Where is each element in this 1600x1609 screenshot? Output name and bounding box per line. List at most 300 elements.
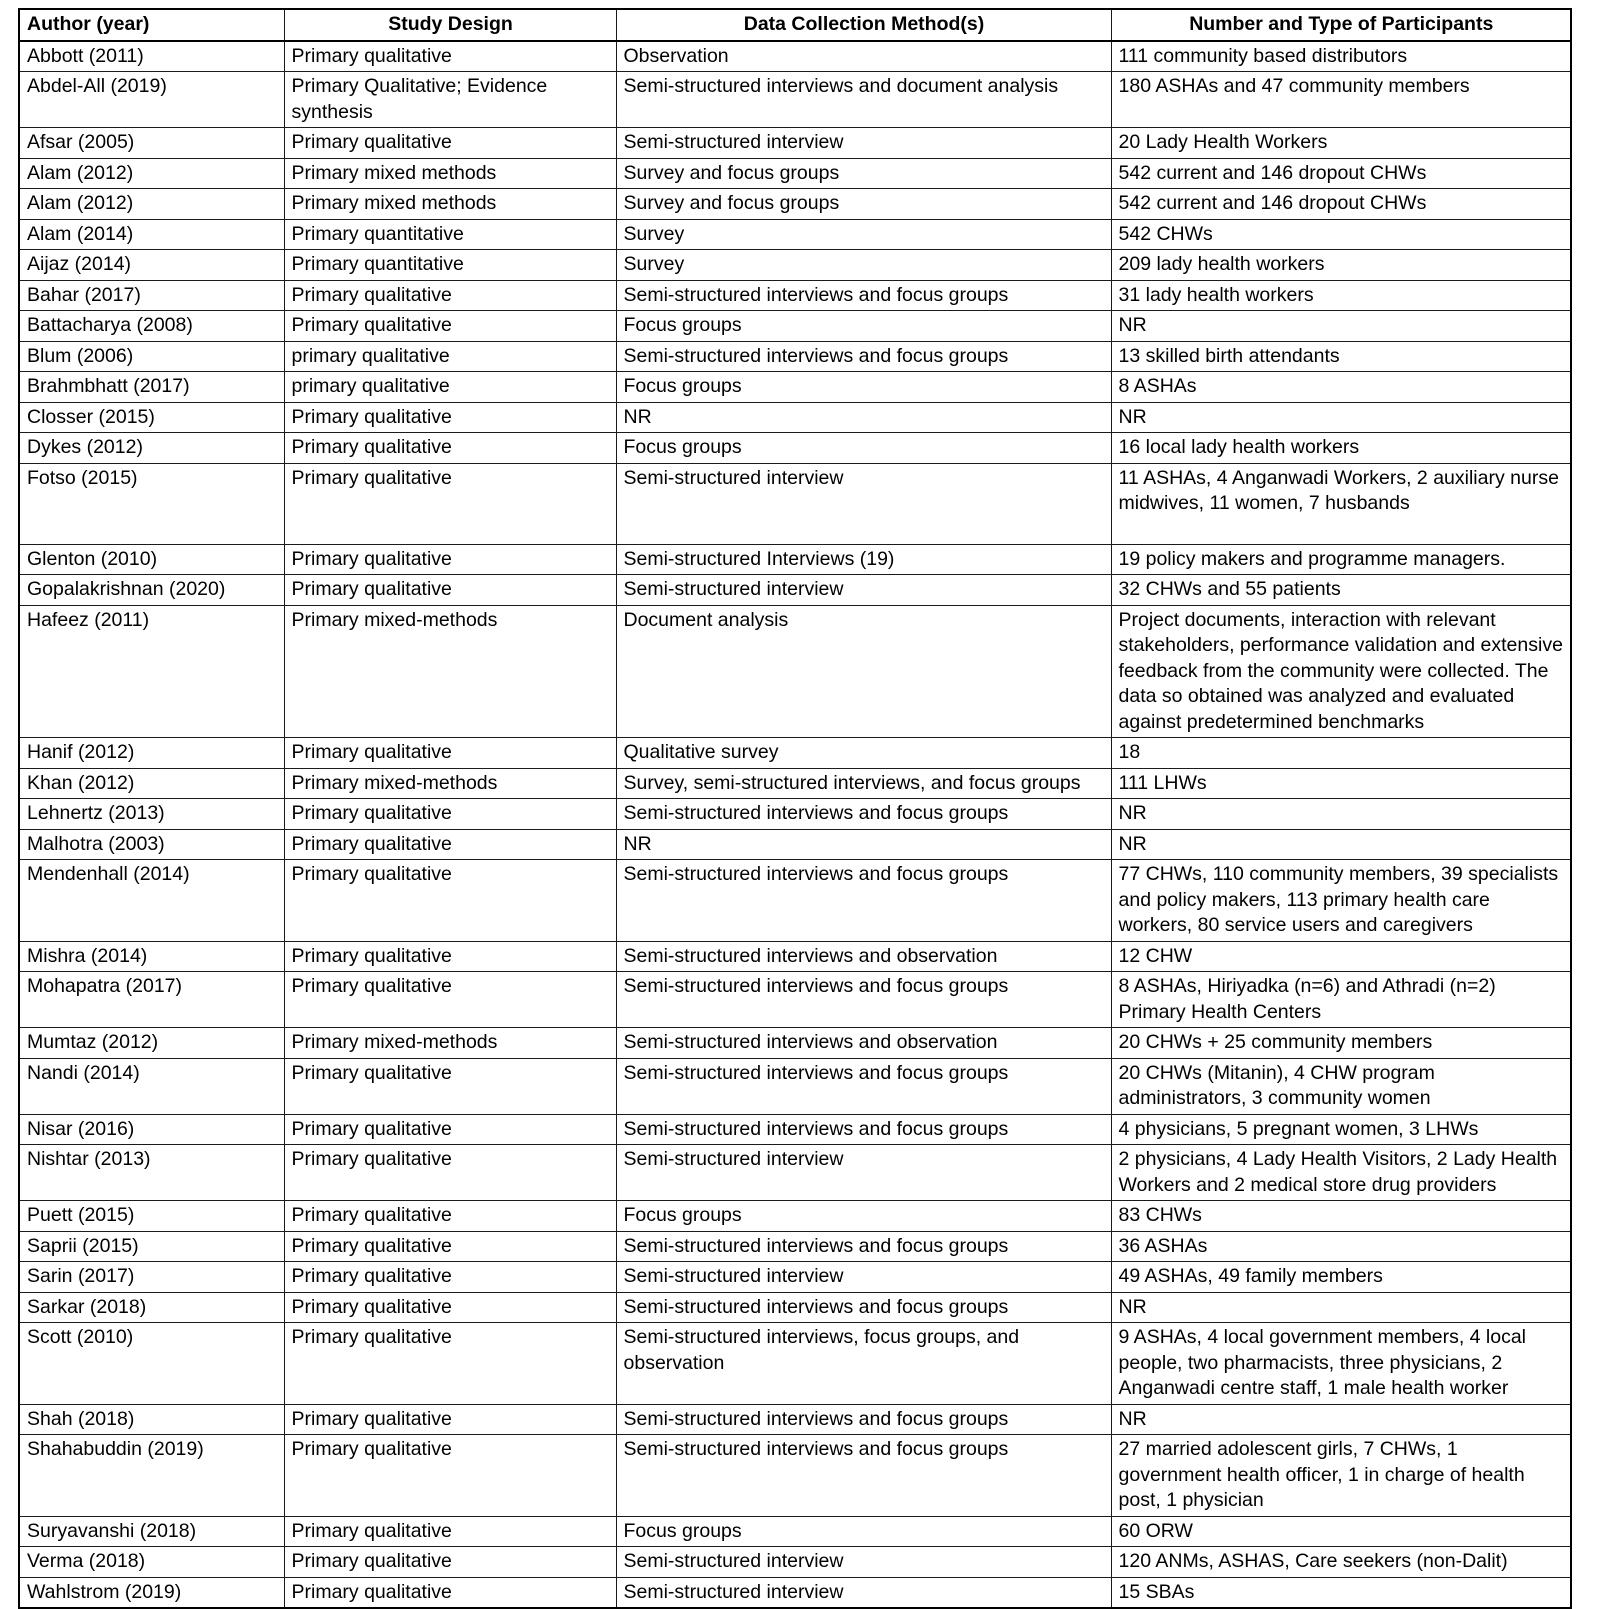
table-row	[19, 829, 1571, 860]
cell-study-design-text: Primary qualitative	[291, 283, 452, 306]
cell-data-collection-method-text: Semi-structured interviews and focus groups	[623, 344, 1009, 367]
cell-author	[19, 1231, 284, 1262]
cell-author	[19, 1114, 284, 1145]
cell-data-collection-method	[616, 1323, 1111, 1405]
table-row	[19, 1323, 1571, 1405]
cell-author	[19, 1323, 284, 1405]
cell-author-text: Fotso (2015)	[27, 466, 138, 489]
cell-participants	[1111, 605, 1571, 738]
cell-study-design	[284, 41, 616, 72]
cell-participants-text: 27 married adolescent girls, 7 CHWs, 1 government health officer, 1 in charge of health post, 1 physician	[1118, 1438, 1525, 1511]
cell-study-design-text: Primary qualitative	[291, 1438, 452, 1460]
cell-participants	[1111, 768, 1571, 799]
table-row	[19, 768, 1571, 799]
cell-data-collection-method-text: Semi-structured interviews and observation	[623, 944, 998, 967]
cell-data-collection-method	[616, 311, 1111, 342]
cell-participants	[1111, 1516, 1571, 1547]
table-row	[19, 575, 1571, 606]
cell-author	[19, 1435, 284, 1517]
cell-participants	[1111, 1547, 1571, 1578]
cell-data-collection-method	[616, 158, 1111, 189]
cell-author-text: Brahmbhatt (2017)	[27, 375, 190, 397]
cell-data-collection-method-text: Focus groups	[623, 1204, 742, 1226]
cell-participants	[1111, 1577, 1571, 1608]
cell-participants-text: 8 ASHAs	[1118, 375, 1197, 397]
cell-author-text: Malhotra (2003)	[27, 832, 165, 855]
cell-participants-text: 15 SBAs	[1118, 1580, 1195, 1603]
table-row	[19, 1547, 1571, 1578]
cell-study-design-text: Primary qualitative	[291, 44, 452, 67]
cell-data-collection-method-text: Semi-structured interviews and observation	[623, 1031, 998, 1053]
cell-author-text: Bahar (2017)	[27, 283, 141, 306]
cell-data-collection-method	[616, 799, 1111, 830]
cell-participants-text: 209 lady health workers	[1118, 253, 1325, 275]
cell-data-collection-method-text: Semi-structured interviews and document analysis	[623, 75, 1059, 97]
cell-study-design	[284, 219, 616, 250]
cell-study-design-text: Primary quantitative	[291, 222, 464, 245]
cell-author-text: Suryavanshi (2018)	[27, 1519, 197, 1542]
cell-study-design-text: Primary mixed methods	[291, 161, 497, 184]
cell-study-design	[284, 941, 616, 972]
table-row	[19, 158, 1571, 189]
cell-study-design-text: Primary qualitative	[291, 436, 452, 458]
table-row	[19, 250, 1571, 281]
cell-author	[19, 799, 284, 830]
cell-study-design-text: Primary qualitative	[291, 314, 452, 336]
cell-data-collection-method	[616, 768, 1111, 799]
cell-study-design-text: Primary qualitative	[291, 1148, 452, 1170]
cell-author-text: Gopalakrishnan (2020)	[27, 578, 226, 600]
cell-author-text: Scott (2010)	[27, 1326, 134, 1348]
cell-author	[19, 41, 284, 72]
cell-participants	[1111, 544, 1571, 575]
cell-participants	[1111, 1201, 1571, 1232]
cell-study-design	[284, 1114, 616, 1145]
cell-study-design-text: Primary quantitative	[291, 253, 464, 275]
cell-study-design-text: Primary qualitative	[291, 1204, 452, 1226]
cell-author	[19, 433, 284, 464]
cell-author-text: Lehnertz (2013)	[27, 802, 165, 824]
cell-participants-text: NR	[1118, 832, 1147, 855]
table-row	[19, 544, 1571, 575]
cell-data-collection-method-text: Survey	[623, 222, 685, 245]
cell-participants-text: NR	[1118, 1407, 1147, 1430]
cell-author	[19, 72, 284, 128]
cell-author-text: Aijaz (2014)	[27, 253, 132, 275]
cell-data-collection-method-text: Semi-structured interviews and focus groups	[623, 283, 1009, 306]
cell-data-collection-method	[616, 219, 1111, 250]
cell-study-design-text: Primary qualitative	[291, 863, 452, 885]
table-row	[19, 41, 1571, 72]
cell-participants-text: 18	[1118, 741, 1141, 763]
cell-data-collection-method-text: Semi-structured interviews and focus groups	[623, 863, 1009, 885]
cell-data-collection-method-text: Semi-structured interview	[623, 578, 844, 600]
cell-study-design	[284, 1231, 616, 1262]
cell-author-text: Alam (2014)	[27, 222, 134, 245]
table-body	[19, 41, 1571, 1609]
cell-author-text: Alam (2012)	[27, 161, 134, 184]
table-row	[19, 1058, 1571, 1114]
cell-participants	[1111, 250, 1571, 281]
cell-study-design-text: Primary qualitative	[291, 1265, 452, 1287]
cell-study-design	[284, 1292, 616, 1323]
cell-author-text: Sarkar (2018)	[27, 1295, 147, 1318]
cell-data-collection-method-text: Focus groups	[623, 436, 742, 458]
cell-study-design	[284, 72, 616, 128]
cell-author	[19, 158, 284, 189]
table-row	[19, 189, 1571, 220]
cell-author	[19, 860, 284, 942]
cell-participants-text: 32 CHWs and 55 patients	[1118, 578, 1341, 600]
cell-author	[19, 1516, 284, 1547]
cell-participants	[1111, 860, 1571, 942]
table-row	[19, 1201, 1571, 1232]
cell-study-design-text: Primary qualitative	[291, 1519, 452, 1542]
table-row	[19, 1114, 1571, 1145]
cell-study-design-text: Primary mixed-methods	[291, 1031, 498, 1053]
cell-study-design-text: Primary mixed-methods	[291, 608, 498, 631]
cell-study-design	[284, 1201, 616, 1232]
table-row	[19, 341, 1571, 372]
cell-participants-text: 111 LHWs	[1118, 771, 1207, 794]
cell-author	[19, 402, 284, 433]
cell-data-collection-method	[616, 1231, 1111, 1262]
table-row	[19, 799, 1571, 830]
table-row	[19, 972, 1571, 1028]
cell-author	[19, 768, 284, 799]
cell-participants	[1111, 402, 1571, 433]
cell-data-collection-method-text: Semi-structured interview	[623, 131, 844, 153]
cell-data-collection-method-text: Survey	[623, 253, 685, 275]
cell-author-text: Mishra (2014)	[27, 944, 148, 967]
table-row	[19, 402, 1571, 433]
cell-author-text: Battacharya (2008)	[27, 314, 193, 336]
table-row	[19, 372, 1571, 403]
study-characteristics-table	[18, 8, 1572, 1609]
cell-participants	[1111, 1231, 1571, 1262]
cell-study-design	[284, 799, 616, 830]
cell-participants-text: 19 policy makers and programme managers.	[1118, 547, 1506, 570]
cell-participants-text: 49 ASHAs, 49 family members	[1118, 1265, 1383, 1287]
cell-participants	[1111, 372, 1571, 403]
cell-author	[19, 189, 284, 220]
cell-author-text: Mohapatra (2017)	[27, 975, 183, 997]
table-row	[19, 1145, 1571, 1201]
cell-data-collection-method	[616, 1028, 1111, 1059]
cell-author	[19, 128, 284, 159]
cell-participants-text: 2 physicians, 4 Lady Health Visitors, 2 Lady Health Workers and 2 medical store drug providers	[1118, 1148, 1558, 1196]
cell-study-design-text: Primary qualitative	[291, 1117, 452, 1140]
cell-data-collection-method	[616, 575, 1111, 606]
cell-author	[19, 1058, 284, 1114]
cell-participants	[1111, 1435, 1571, 1517]
cell-author-text: Puett (2015)	[27, 1204, 135, 1226]
cell-author-text: Afsar (2005)	[27, 131, 135, 153]
cell-author-text: Abbott (2011)	[27, 44, 144, 67]
cell-participants-text: 180 ASHAs and 47 community members	[1118, 75, 1470, 97]
cell-data-collection-method	[616, 605, 1111, 738]
cell-author	[19, 1145, 284, 1201]
cell-study-design-text: Primary qualitative	[291, 802, 452, 824]
cell-author-text: Blum (2006)	[27, 344, 134, 367]
cell-data-collection-method	[616, 829, 1111, 860]
table-row	[19, 311, 1571, 342]
cell-data-collection-method-text: Observation	[623, 44, 729, 67]
table-row	[19, 219, 1571, 250]
cell-author	[19, 463, 284, 544]
cell-participants	[1111, 463, 1571, 544]
cell-author	[19, 219, 284, 250]
cell-author	[19, 1028, 284, 1059]
cell-data-collection-method	[616, 463, 1111, 544]
cell-data-collection-method-text: Semi-structured interview	[623, 466, 844, 489]
cell-participants	[1111, 575, 1571, 606]
cell-study-design	[284, 1323, 616, 1405]
cell-data-collection-method	[616, 1577, 1111, 1608]
cell-data-collection-method	[616, 1547, 1111, 1578]
cell-participants	[1111, 941, 1571, 972]
cell-participants-text: 4 physicians, 5 pregnant women, 3 LHWs	[1118, 1117, 1479, 1140]
cell-study-design	[284, 575, 616, 606]
cell-study-design	[284, 860, 616, 942]
cell-study-design	[284, 605, 616, 738]
cell-study-design	[284, 433, 616, 464]
cell-data-collection-method	[616, 189, 1111, 220]
cell-participants	[1111, 1114, 1571, 1145]
cell-data-collection-method-text: Focus groups	[623, 314, 742, 336]
column-header-author: Author (year)	[19, 9, 284, 41]
cell-study-design	[284, 372, 616, 403]
cell-participants-text: 542 CHWs	[1118, 222, 1213, 245]
cell-data-collection-method-text: Semi-structured interviews and focus groups	[623, 1295, 1009, 1318]
cell-data-collection-method	[616, 372, 1111, 403]
cell-study-design-text: Primary qualitative	[291, 944, 452, 967]
cell-participants-text: 542 current and 146 dropout CHWs	[1118, 161, 1427, 184]
cell-study-design-text: primary qualitative	[291, 375, 450, 397]
table-row	[19, 128, 1571, 159]
cell-data-collection-method-text: Semi-structured interviews, focus groups, and observation	[623, 1326, 1020, 1374]
table-row	[19, 72, 1571, 128]
cell-data-collection-method-text: Semi-structured interview	[623, 1265, 844, 1287]
cell-study-design	[284, 1404, 616, 1435]
table-row	[19, 433, 1571, 464]
cell-study-design-text: Primary qualitative	[291, 832, 452, 855]
cell-study-design	[284, 280, 616, 311]
cell-participants-text: 9 ASHAs, 4 local government members, 4 local people, two pharmacists, three physicians, 2 Anganwadi centre staff, 1 male health worker	[1118, 1326, 1527, 1399]
cell-participants	[1111, 280, 1571, 311]
cell-data-collection-method	[616, 1145, 1111, 1201]
cell-author-text: Nishtar (2013)	[27, 1148, 151, 1170]
cell-study-design	[284, 402, 616, 433]
cell-participants-text: 13 skilled birth attendants	[1118, 344, 1340, 367]
cell-participants-text: 60 ORW	[1118, 1519, 1193, 1542]
cell-study-design-text: Primary qualitative	[291, 405, 452, 428]
cell-data-collection-method	[616, 433, 1111, 464]
cell-participants-text: 120 ANMs, ASHAS, Care seekers (non-Dalit)	[1118, 1550, 1508, 1572]
cell-data-collection-method-text: Semi-structured interview	[623, 1148, 844, 1170]
table-row	[19, 1404, 1571, 1435]
cell-data-collection-method-text: Qualitative survey	[623, 741, 779, 763]
cell-study-design-text: Primary qualitative	[291, 1407, 452, 1430]
cell-data-collection-method-text: Focus groups	[623, 1519, 742, 1542]
cell-study-design-text: Primary qualitative	[291, 975, 452, 997]
cell-study-design-text: Primary qualitative	[291, 131, 452, 153]
table-row	[19, 1262, 1571, 1293]
cell-participants-text: 20 CHWs (Mitanin), 4 CHW program administrators, 3 community women	[1118, 1061, 1435, 1109]
cell-author	[19, 972, 284, 1028]
cell-study-design-text: Primary qualitative	[291, 547, 452, 570]
cell-study-design	[284, 1577, 616, 1608]
cell-study-design	[284, 1516, 616, 1547]
cell-study-design	[284, 1145, 616, 1201]
cell-participants	[1111, 1028, 1571, 1059]
cell-study-design	[284, 1028, 616, 1059]
cell-data-collection-method-text: Semi-structured interviews and focus groups	[623, 1234, 1009, 1257]
cell-study-design	[284, 341, 616, 372]
cell-participants	[1111, 72, 1571, 128]
cell-data-collection-method-text: Survey and focus groups	[623, 161, 840, 184]
cell-author-text: Verma (2018)	[27, 1550, 146, 1572]
cell-study-design-text: Primary Qualitative; Evidence synthesis	[291, 75, 548, 123]
cell-data-collection-method	[616, 738, 1111, 769]
cell-author-text: Khan (2012)	[27, 771, 135, 794]
cell-participants-text: 36 ASHAs	[1118, 1234, 1208, 1257]
cell-data-collection-method-text: Semi-structured interviews and focus groups	[623, 1117, 1009, 1140]
cell-author	[19, 829, 284, 860]
cell-study-design-text: Primary qualitative	[291, 1550, 452, 1572]
cell-data-collection-method-text: Survey and focus groups	[623, 192, 840, 214]
cell-author	[19, 1262, 284, 1293]
cell-data-collection-method	[616, 1114, 1111, 1145]
cell-author	[19, 1404, 284, 1435]
cell-participants	[1111, 1145, 1571, 1201]
cell-participants	[1111, 1404, 1571, 1435]
cell-data-collection-method	[616, 250, 1111, 281]
cell-data-collection-method-text: Document analysis	[623, 608, 789, 631]
column-header-data-collection-method: Data Collection Method(s)	[616, 9, 1111, 41]
cell-study-design	[284, 189, 616, 220]
table-row	[19, 1292, 1571, 1323]
cell-data-collection-method-text: NR	[623, 832, 652, 855]
cell-author	[19, 738, 284, 769]
cell-study-design	[284, 829, 616, 860]
cell-participants	[1111, 341, 1571, 372]
cell-study-design-text: Primary mixed methods	[291, 192, 497, 214]
cell-study-design	[284, 311, 616, 342]
cell-author	[19, 280, 284, 311]
cell-author-text: Mendenhall (2014)	[27, 863, 190, 885]
cell-author-text: Wahlstrom (2019)	[27, 1580, 182, 1603]
cell-author	[19, 544, 284, 575]
cell-study-design-text: Primary qualitative	[291, 741, 452, 763]
table-row	[19, 463, 1571, 544]
cell-participants-text: 83 CHWs	[1118, 1204, 1202, 1226]
cell-participants	[1111, 219, 1571, 250]
cell-study-design-text: Primary qualitative	[291, 1580, 452, 1603]
table-row	[19, 738, 1571, 769]
cell-study-design	[284, 1547, 616, 1578]
cell-study-design	[284, 1262, 616, 1293]
cell-study-design-text: Primary qualitative	[291, 1326, 452, 1348]
cell-author-text: Glenton (2010)	[27, 547, 158, 570]
column-header-study-design: Study Design	[284, 9, 616, 41]
cell-author-text: Hafeez (2011)	[27, 608, 150, 631]
cell-data-collection-method	[616, 860, 1111, 942]
cell-data-collection-method-text: Semi-structured Interviews (19)	[623, 547, 895, 570]
table-row	[19, 860, 1571, 942]
cell-author-text: Closser (2015)	[27, 405, 155, 428]
cell-participants-text: 20 CHWs + 25 community members	[1118, 1031, 1433, 1053]
cell-author-text: Nandi (2014)	[27, 1061, 140, 1084]
cell-study-design	[284, 463, 616, 544]
table-row	[19, 1028, 1571, 1059]
cell-participants-text: 12 CHW	[1118, 944, 1193, 967]
cell-participants-text: 77 CHWs, 110 community members, 39 specialists and policy makers, 113 primary health care workers, 80 service users and caregivers	[1118, 863, 1559, 936]
cell-study-design-text: Primary qualitative	[291, 1234, 452, 1257]
cell-participants	[1111, 1262, 1571, 1293]
cell-author	[19, 311, 284, 342]
cell-participants-text: 11 ASHAs, 4 Anganwadi Workers, 2 auxiliary nurse midwives, 11 women, 7 husbands	[1118, 466, 1559, 514]
cell-study-design-text: Primary mixed-methods	[291, 771, 498, 794]
cell-author	[19, 941, 284, 972]
cell-study-design	[284, 738, 616, 769]
cell-data-collection-method-text: Semi-structured interviews and focus groups	[623, 1407, 1009, 1430]
cell-participants-text: 20 Lady Health Workers	[1118, 131, 1328, 153]
cell-data-collection-method	[616, 72, 1111, 128]
cell-participants	[1111, 433, 1571, 464]
cell-participants-text: 8 ASHAs, Hiriyadka (n=6) and Athradi (n=2) Primary Health Centers	[1118, 975, 1496, 1023]
cell-participants-text: 542 current and 146 dropout CHWs	[1118, 192, 1427, 214]
cell-participants	[1111, 829, 1571, 860]
cell-author-text: Abdel-All (2019)	[27, 75, 167, 97]
cell-author	[19, 372, 284, 403]
cell-data-collection-method	[616, 402, 1111, 433]
cell-study-design-text: Primary qualitative	[291, 1295, 452, 1318]
cell-data-collection-method-text: Semi-structured interviews and focus groups	[623, 1438, 1009, 1460]
cell-participants-text: NR	[1118, 314, 1147, 336]
cell-author	[19, 1292, 284, 1323]
cell-participants	[1111, 738, 1571, 769]
cell-author	[19, 605, 284, 738]
table-row	[19, 605, 1571, 738]
cell-study-design	[284, 544, 616, 575]
cell-data-collection-method-text: Semi-structured interviews and focus groups	[623, 975, 1009, 997]
cell-author-text: Hanif (2012)	[27, 741, 135, 763]
cell-author	[19, 1201, 284, 1232]
table-row	[19, 1435, 1571, 1517]
cell-data-collection-method	[616, 972, 1111, 1028]
cell-participants-text: NR	[1118, 405, 1147, 428]
cell-study-design	[284, 128, 616, 159]
cell-data-collection-method	[616, 1404, 1111, 1435]
cell-data-collection-method	[616, 1516, 1111, 1547]
cell-author-text: Shahabuddin (2019)	[27, 1438, 204, 1460]
cell-study-design	[284, 158, 616, 189]
cell-study-design	[284, 768, 616, 799]
table-row	[19, 1577, 1571, 1608]
cell-participants-text: Project documents, interaction with relevant stakeholders, performance validation and extensive feedback from the community were collected. The data so obtained was analyzed and evaluated against predetermined benchmarks	[1118, 608, 1563, 733]
cell-data-collection-method-text: Semi-structured interviews and focus groups	[623, 1061, 1009, 1084]
cell-author-text: Sarin (2017)	[27, 1265, 135, 1287]
cell-data-collection-method	[616, 1058, 1111, 1114]
cell-data-collection-method	[616, 1292, 1111, 1323]
cell-data-collection-method	[616, 280, 1111, 311]
cell-author	[19, 575, 284, 606]
cell-study-design-text: Primary qualitative	[291, 1061, 452, 1084]
cell-data-collection-method	[616, 1262, 1111, 1293]
cell-data-collection-method-text: Survey, semi-structured interviews, and focus groups	[623, 771, 1081, 794]
cell-author	[19, 1547, 284, 1578]
